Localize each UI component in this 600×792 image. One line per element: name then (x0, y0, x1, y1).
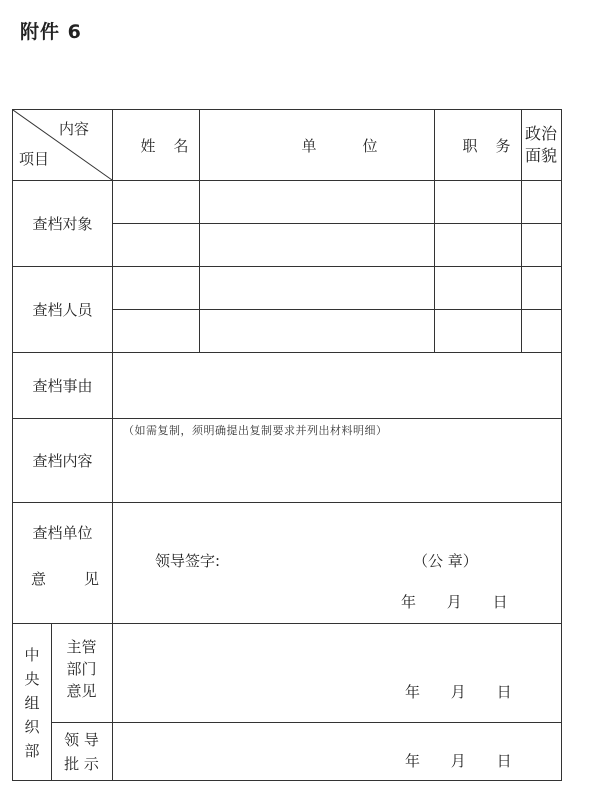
archive-request-form (12, 109, 562, 781)
header-position: 职务 (462, 136, 529, 155)
header-political-status (521, 116, 561, 174)
header-political-line2: 面貌 (524, 146, 557, 165)
header-unit: 单位 (301, 136, 424, 155)
dept-opinion-line: 主管 (66, 638, 97, 656)
row-label-unit-opinion: 查档单位 (32, 524, 93, 542)
row-divider (51, 722, 561, 723)
row-label-opinion (31, 568, 99, 589)
org-char: 央 (24, 670, 40, 688)
header-political-line1: 政治 (524, 124, 557, 143)
date-month: 月 (450, 683, 466, 701)
dept-opinion-line: 意见 (66, 682, 97, 700)
opinion-char-2: 见 (83, 570, 99, 588)
dept-opinion-line: 部门 (66, 660, 97, 678)
date-year: 年 (401, 593, 417, 611)
org-char: 中 (24, 646, 40, 664)
org-char: 部 (24, 742, 40, 760)
row-divider (13, 502, 561, 503)
row-divider (112, 309, 561, 310)
opinion-char-1: 意 (31, 570, 47, 588)
header-item-label: 项目 (19, 150, 50, 168)
col-divider (112, 110, 113, 780)
row-label-reason: 查档事由 (32, 376, 93, 395)
dept-opinion-date (405, 681, 528, 702)
attachment-label: 附件 6 (20, 21, 82, 43)
org-char: 组 (24, 694, 40, 712)
row-label-subject: 查档对象 (32, 214, 93, 233)
leader-approval-line: 领 导 (64, 731, 99, 749)
row-divider (13, 623, 561, 624)
row-label-staff: 查档人员 (32, 300, 93, 319)
date-day: 日 (492, 593, 508, 611)
leader-signature-label: 领导签字: (155, 552, 221, 570)
date-month: 月 (446, 593, 462, 611)
leader-approval-line: 批 示 (64, 755, 99, 773)
unit-opinion-date (401, 591, 524, 612)
leader-approval-date (405, 750, 528, 771)
dept-opinion-label (51, 636, 112, 702)
central-org-dept-label (13, 643, 51, 763)
date-day: 日 (496, 752, 512, 770)
row-divider (112, 223, 561, 224)
date-day: 日 (496, 683, 512, 701)
header-name: 姓名 (140, 136, 207, 155)
date-month: 月 (450, 752, 466, 770)
row-label-content: 查档内容 (32, 451, 93, 470)
content-note: （如需复制，须明确提出复制要求并列出材料明细） (123, 424, 388, 437)
date-year: 年 (405, 752, 421, 770)
date-year: 年 (405, 683, 421, 701)
official-seal-label: （公 章） (413, 552, 478, 570)
org-char: 织 (24, 718, 40, 736)
leader-approval-label (51, 728, 112, 776)
header-content-label: 内容 (59, 120, 90, 138)
